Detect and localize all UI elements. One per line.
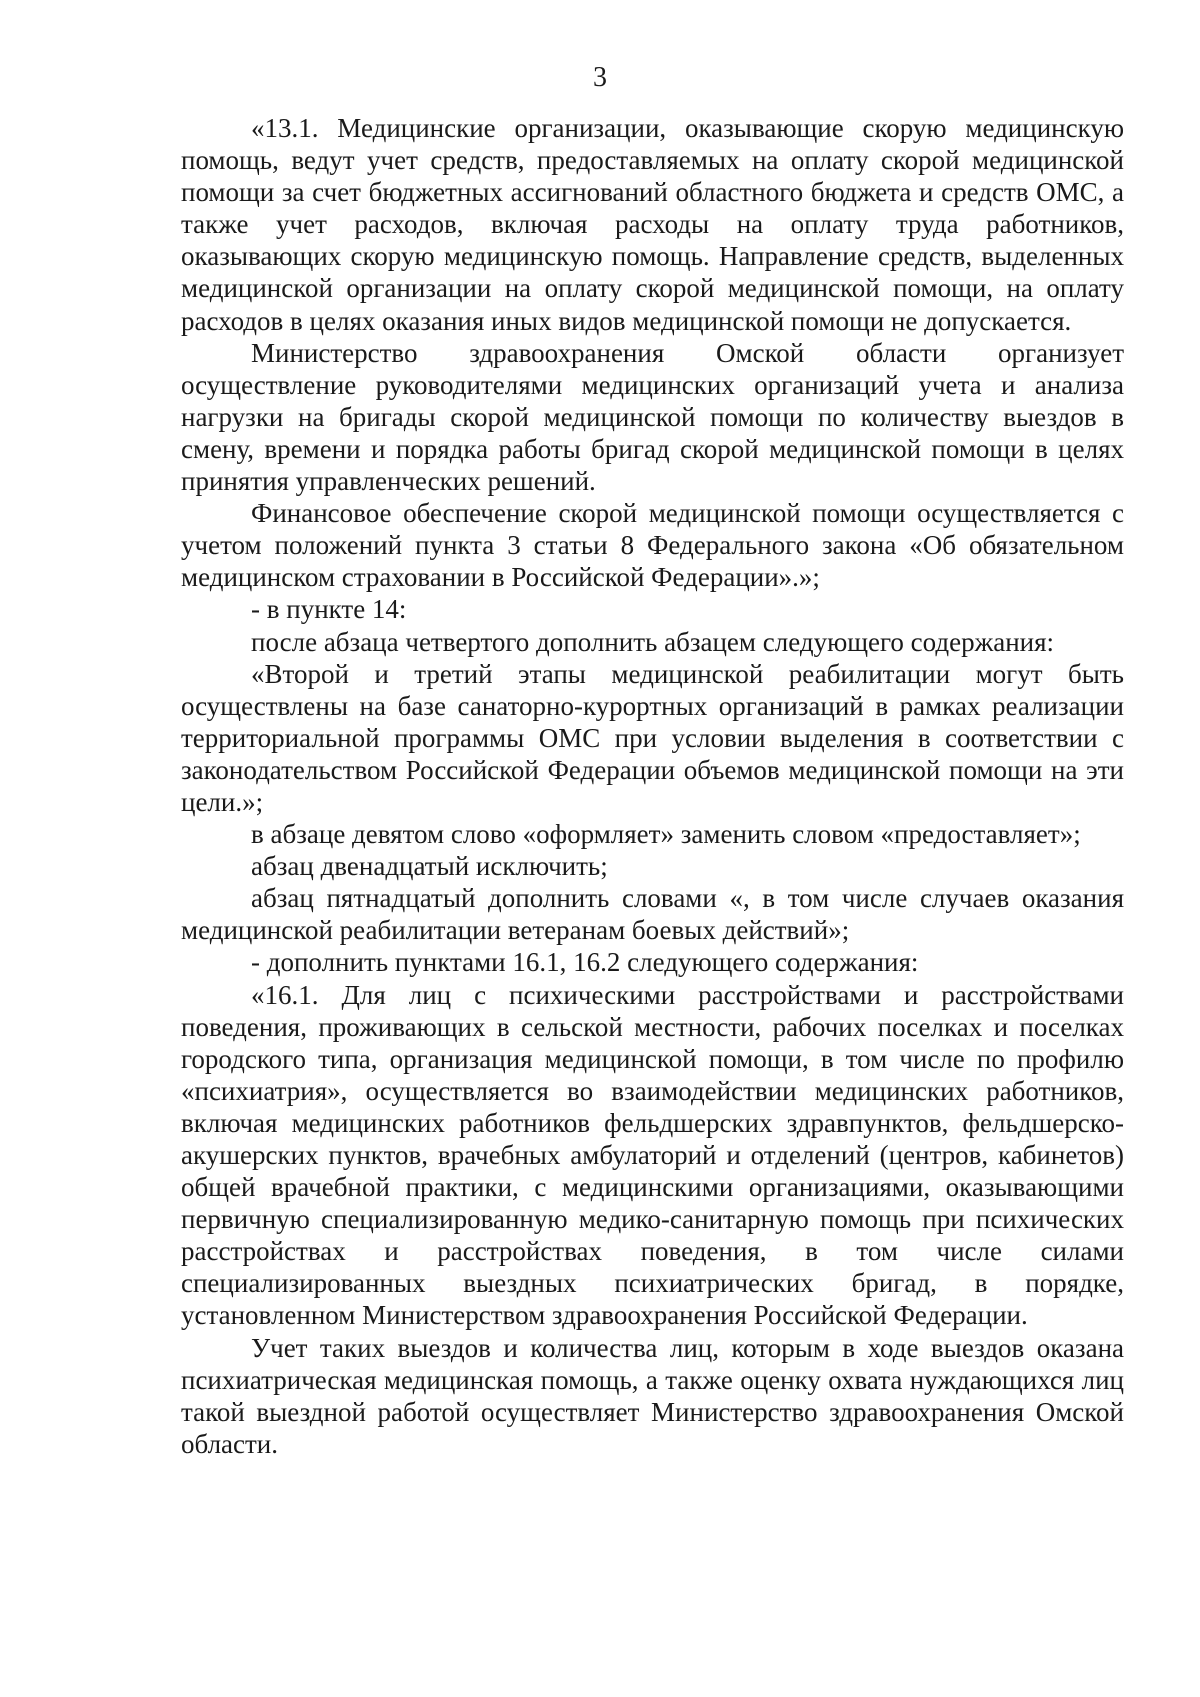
paragraph-rehabilitation-stages: «Второй и третий этапы медицинской реабилитации могут быть осуществлены на базе санаторно-курортных организаций в рамках реализации территориальной программы ОМС при условии выделения в соответствии с законодательством Российской Федерации объемов медицинской помощи на эти цели.»; [181,658,1124,817]
paragraph-ministry-analysis: Министерство здравоохранения Омской области организует осуществление руководителями медицинских организаций учета и анализа нагрузки на бригады скорой медицинской помощи по количеству выездов в смену, времени и порядка работы бригад скорой медицинской помощи в целях принятия управленческих решений. [181,337,1124,497]
paragraph-13-1: «13.1. Медицинские организации, оказывающие скорую медицинскую помощь, ведут учет средств, предоставляемых на оплату скорой медицинской помощи за счет бюджетных ассигнований областного бюджета и средств ОМС, а также учет расходов, включая расходы на оплату труда работников, оказывающих скорую медицинскую помощь. Направление средств, выделенных медицинской организации на оплату скорой медицинской помощи, на оплату расходов в целях оказания иных видов медицинской помощи не допускается. [181,113,1124,336]
paragraph-twelfth-exclude: абзац двенадцатый исключить; [251,851,608,882]
paragraph-16-1: «16.1. Для лиц с психическими расстройствами и расстройствами поведения, проживающих в сельской местности, рабочих поселках и поселках городского типа, организация медицинской помощи, в том числе по профилю «психиатрия», осуществляется во взаимодействии медицинских работников, включая медицинских работников фельдшерских здравпунктов, фельдшерско-акушерских пунктов, врачебных амбулаторий и отделений (центров, кабинетов) общей врачебной практики, с медицинскими организациями, оказывающими первичную специализированную медико-санитарную помощь при психических расстройствах и расстройствах поведения, в том числе силами специализированных выездных психиатрических бригад, в порядке, установленном Министерством здравоохранения Российской Федерации. [181,979,1124,1331]
paragraph-financing: Финансовое обеспечение скорой медицинской помощи осуществляется с учетом положений пункта 3 статьи 8 Федерального закона «Об обязательном медицинском страховании в Российской Федерации».»; [181,498,1124,593]
paragraph-after-fourth: после абзаца четвертого дополнить абзацем следующего содержания: [251,626,1055,657]
paragraph-point-14: - в пункте 14: [251,594,407,625]
paragraph-add-points: - дополнить пунктами 16.1, 16.2 следующего содержания: [251,947,919,978]
page-number: 3 [593,62,607,93]
paragraph-accounting: Учет таких выездов и количества лиц, которым в ходе выездов оказана психиатрическая медицинская помощь, а также оценку охвата нуждающихся лиц такой выездной работой осуществляет Министерство здравоохранения Омской области. [181,1332,1124,1459]
paragraph-ninth-replace: в абзаце девятом слово «оформляет» заменить словом «предоставляет»; [251,819,1081,850]
paragraph-fifteenth-add: абзац пятнадцатый дополнить словами «, в том числе случаев оказания медицинской реабилитации ветеранам боевых действий»; [181,883,1124,946]
document-body [181,112,1124,1460]
